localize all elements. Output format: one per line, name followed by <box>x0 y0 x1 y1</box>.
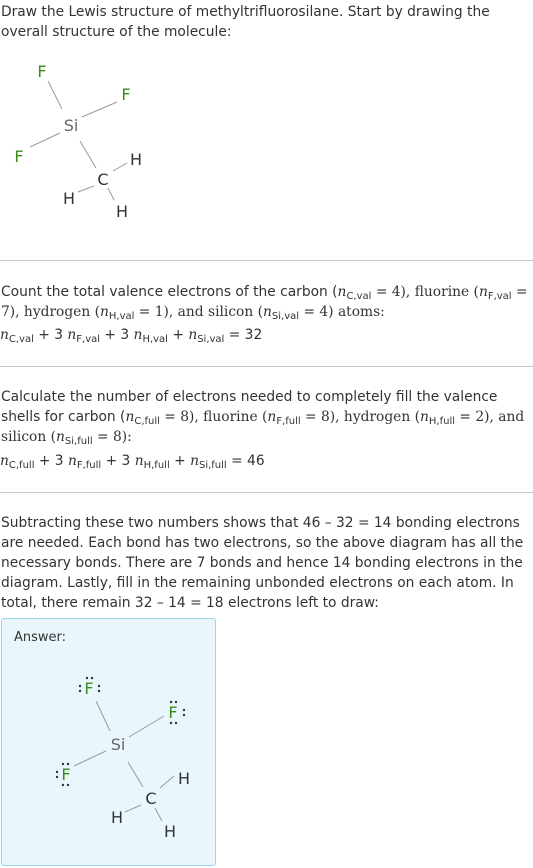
atom-f2: F <box>168 703 178 722</box>
atom-f2: F <box>121 85 131 104</box>
bond-si-f1 <box>48 81 62 109</box>
bond-si-c <box>80 141 96 168</box>
molecule-structure-diagram <box>0 55 180 230</box>
atom-f3: F <box>14 147 24 166</box>
bonds <box>74 701 174 821</box>
intro-text: Draw the Lewis structure of methyltrifluorosilane. Start by drawing the overall structure of the molecule: <box>1 4 490 40</box>
bond-si-c <box>128 762 143 787</box>
full-shell-text: Calculate the number of electrons needed to completely fill the valence shells for carbon $(n_{C,full} = 8)$, fluorine $(n_{F,full} = 8)$, hydrogen $(n_{H,full} = 2)$, and silicon $(n_{Si,full} = 8)$: <box>1 389 525 447</box>
atom-c: C <box>97 170 109 189</box>
valence-count-text: Count the total valence electrons of the carbon $(n_{C,val} = 4)$, fluorine $(n_{F,val} = 7)$, hydrogen $(n_{H,val} = 1)$, and silicon $(n_{Si,val} = 4)$ atoms: <box>1 284 528 322</box>
atom-h1: H <box>177 769 191 788</box>
bond-si-f3 <box>30 133 60 147</box>
atom-h3: H <box>163 822 177 841</box>
bond-c-h1 <box>113 163 127 171</box>
bond-c-h1 <box>160 776 174 788</box>
atom-h2: H <box>62 189 76 208</box>
bond-si-f2 <box>129 716 164 737</box>
atom-h3: H <box>115 202 129 221</box>
atom-si: Si <box>63 116 79 135</box>
bond-si-f1 <box>96 701 110 731</box>
lewis-structure-diagram <box>2 659 215 864</box>
answer-box <box>1 618 216 866</box>
atom-f1: F <box>84 679 94 698</box>
full-shell-equation: $n_{C,full} + 3$ $n_{F,full} + 3$ $n_{H,full} + n_{Si,full} = 46$ <box>0 453 265 471</box>
divider <box>0 366 533 367</box>
bonding-electrons-text: Subtracting these two numbers shows that 46 – 32 = 14 bonding electrons are needed. Each bond has two electrons, so the above diagram has all the necessary bonds. There are 7 bonds and hence 14 bonding electrons in the diagram. Lastly, fill in the remaining unbonded electrons on each atom. In total, there remain 32 – 14 = 18 electrons left to draw: <box>1 515 524 611</box>
atom-f3: F <box>61 765 71 784</box>
bond-si-f3 <box>74 751 106 766</box>
bond-si-f2 <box>82 102 117 117</box>
atom-f1: F <box>37 62 47 81</box>
divider <box>0 260 533 261</box>
bond-c-h3 <box>155 808 162 821</box>
atom-si: Si <box>110 735 126 754</box>
bonds <box>30 81 127 200</box>
valence-equation: $n_{C,val} + 3$ $n_{F,val} + 3$ $n_{H,val} + n_{Si,val} = 32$ <box>0 327 263 345</box>
atom-h1: H <box>129 150 143 169</box>
bond-c-h3 <box>108 188 114 200</box>
bond-c-h2 <box>125 805 141 812</box>
bond-c-h2 <box>78 186 94 192</box>
atom-h2: H <box>110 808 124 827</box>
answer-label: Answer: <box>14 630 67 645</box>
divider <box>0 492 533 493</box>
atom-c: C <box>145 789 157 808</box>
